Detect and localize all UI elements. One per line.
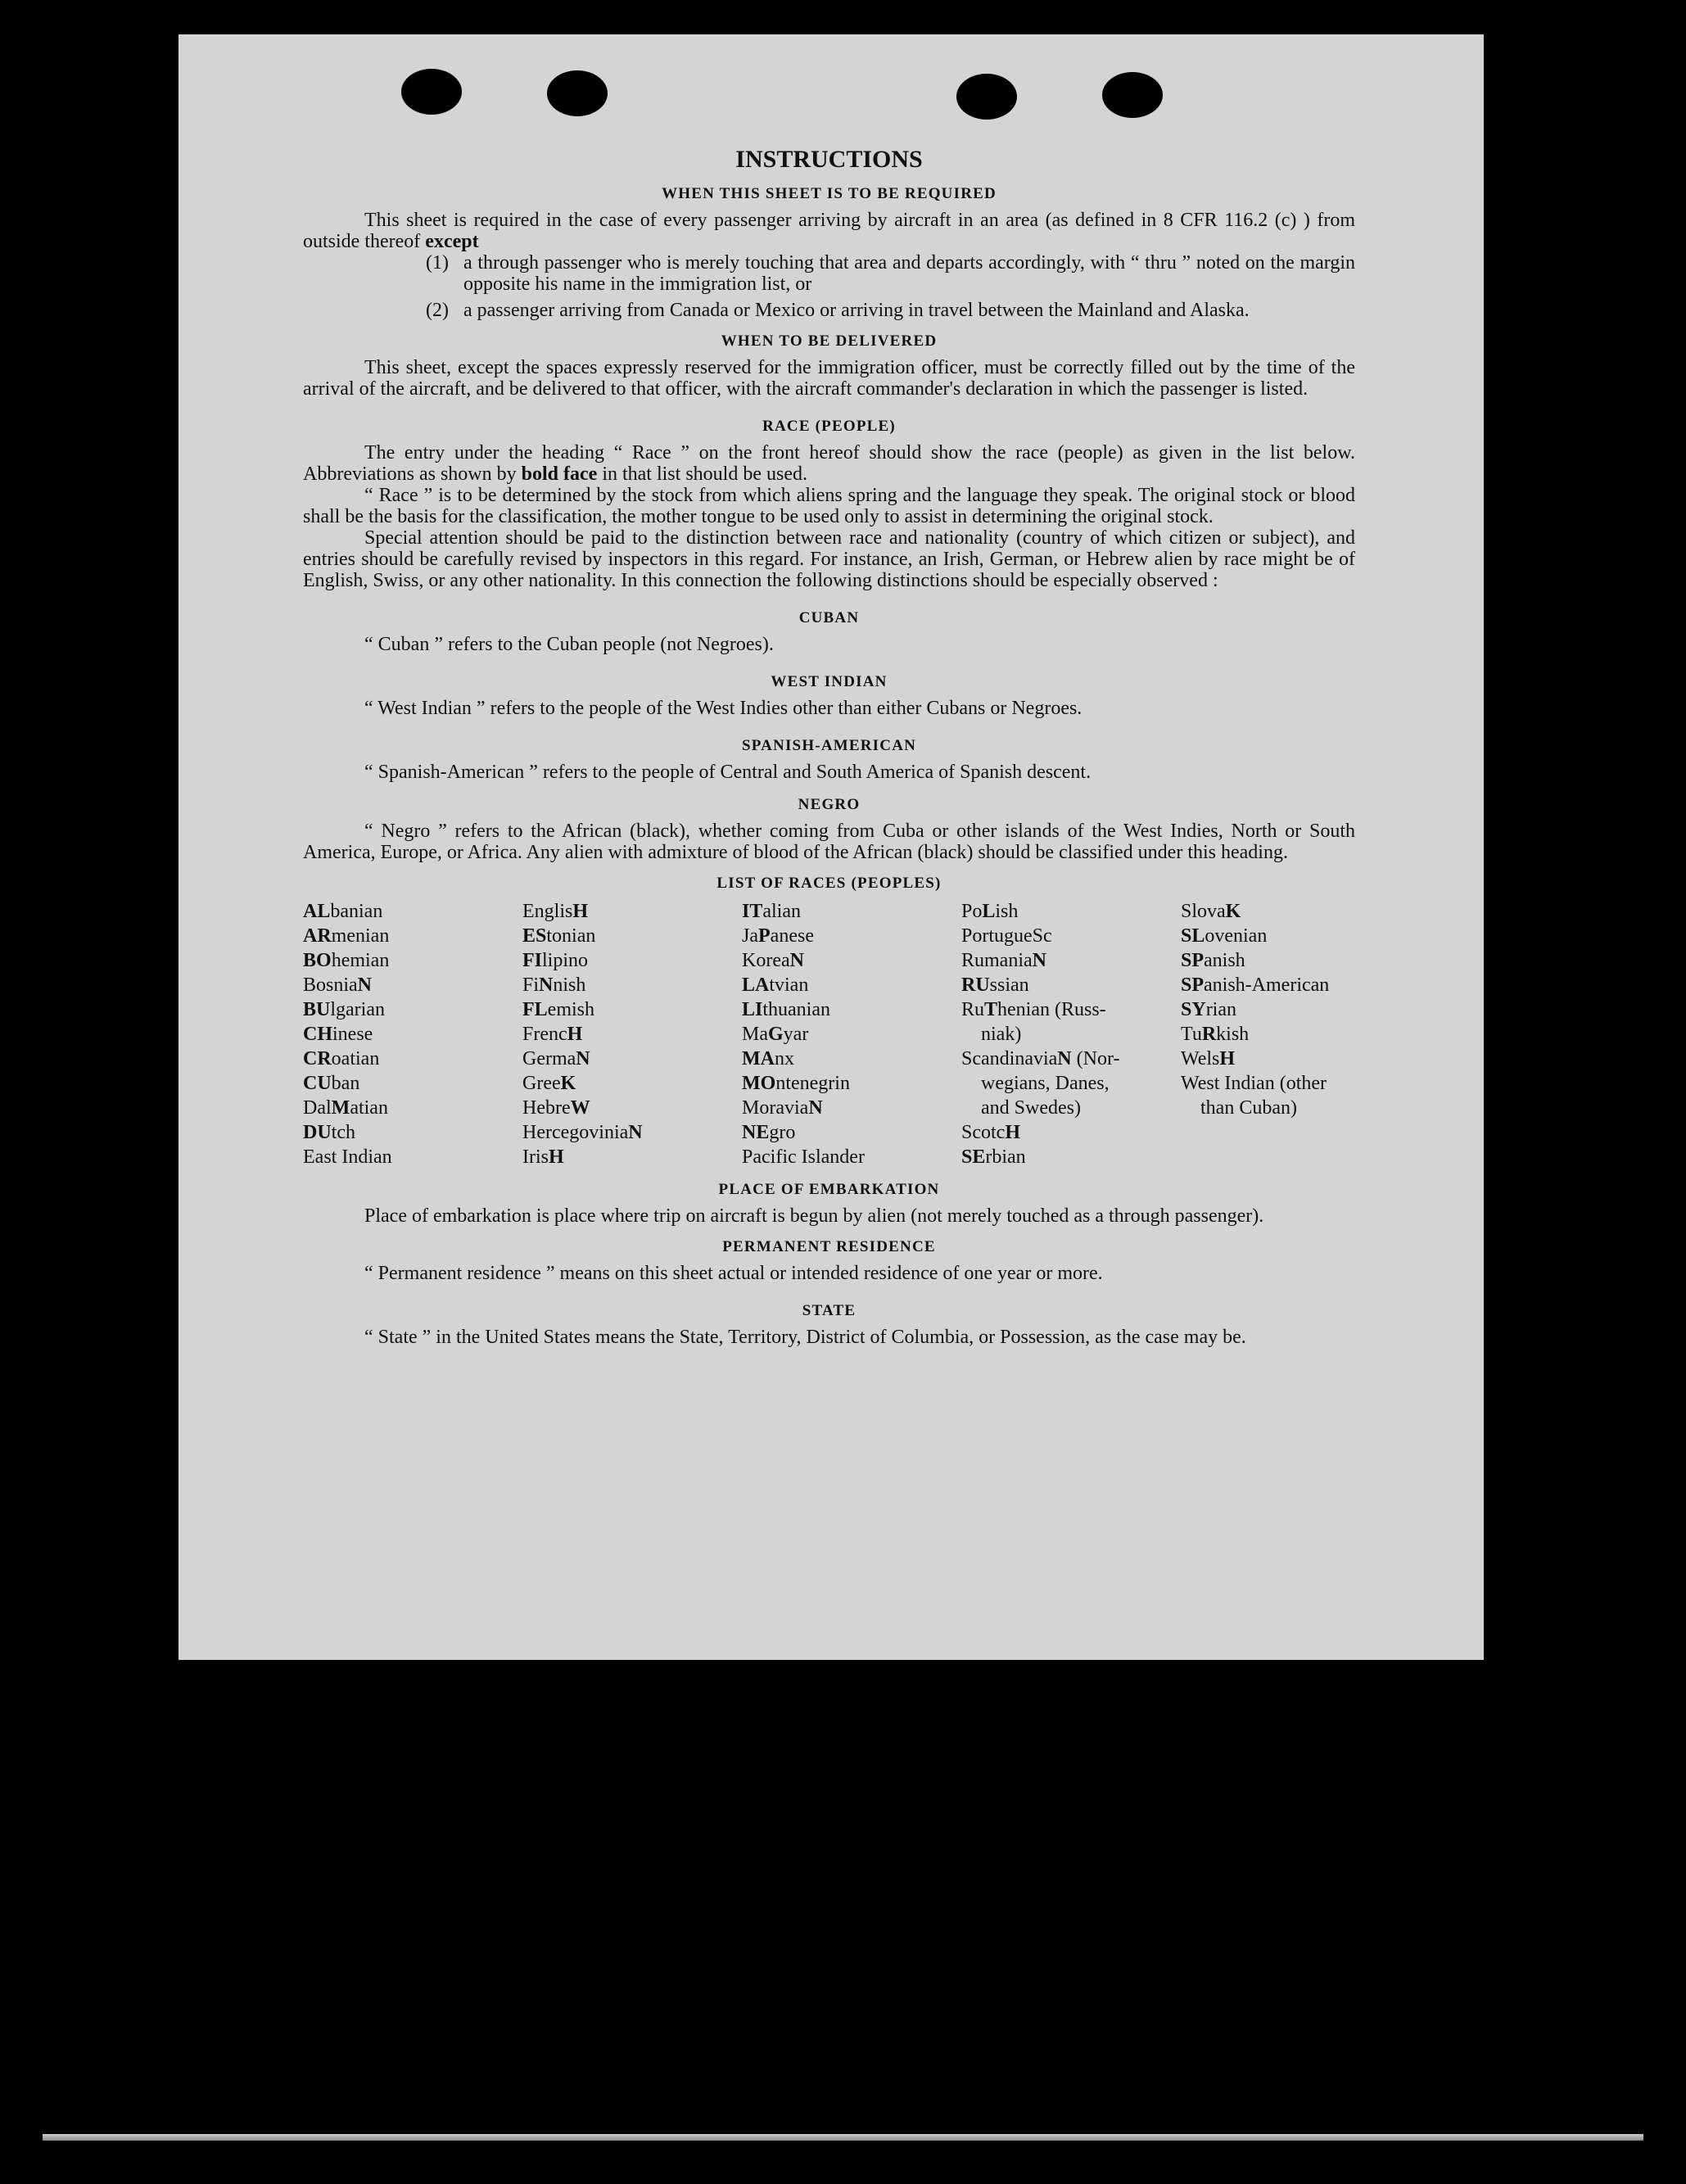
section-heading: NEGRO — [798, 796, 861, 813]
punch-hole — [956, 74, 1017, 120]
page-title: INSTRUCTIONS — [735, 146, 923, 173]
section-heading: SPANISH-AMERICAN — [741, 737, 917, 754]
race-column — [522, 899, 742, 1169]
definition-text: “ Cuban ” refers to the Cuban people (not Negroes). — [364, 634, 774, 655]
race-entry: than Cuban) — [1200, 1097, 1297, 1119]
section-heading: LIST OF RACES (PEOPLES) — [716, 875, 942, 892]
race-entry: DUtch — [303, 1122, 355, 1143]
paragraph: The entry under the heading “ Race ” on the front hereof should show the race (people) as given in the list below. Abbreviations as shown by bold face in that list should be used. — [303, 442, 1355, 485]
section-heading: CUBAN — [798, 609, 860, 626]
race-entry: IrisH — [522, 1146, 564, 1168]
race-column — [1181, 899, 1361, 1169]
paragraph: Place of embarkation is place where trip on aircraft is begun by alien (not merely touched as a through passenger). — [364, 1205, 1264, 1227]
race-entry: SYrian — [1181, 999, 1236, 1020]
race-entry: RumaniaN — [961, 950, 1046, 971]
punch-hole — [401, 69, 462, 115]
race-entry: CHinese — [303, 1024, 373, 1045]
race-entry: FiNnish — [522, 974, 586, 996]
section-heading: RACE (PEOPLE) — [762, 418, 896, 435]
race-entry: EnglisH — [522, 901, 589, 922]
race-entry: ARmenian — [303, 925, 390, 947]
punch-hole — [547, 70, 608, 116]
race-entry: ScandinaviaN (Nor- — [961, 1048, 1120, 1069]
race-entry: East Indian — [303, 1146, 392, 1168]
race-entry: HebreW — [522, 1097, 590, 1119]
list-item: (2) a passenger arriving from Canada or Mexico or arriving in travel between the Mainland and Alaska. — [426, 300, 1250, 321]
instructions-content — [303, 146, 1355, 1348]
section-heading: STATE — [802, 1302, 857, 1319]
race-entry: MOntenegrin — [742, 1073, 850, 1094]
race-entry: WelsH — [1181, 1048, 1236, 1069]
race-entry: SErbian — [961, 1146, 1026, 1168]
paragraph: This sheet is required in the case of every passenger arriving by aircraft in an area (as defined in 8 CFR 116.2 (c) ) from outside thereof except — [303, 210, 1355, 252]
race-entry: RuThenian (Russ- — [961, 999, 1106, 1020]
race-entry: FIlipino — [522, 950, 589, 971]
race-entry: ScotcH — [961, 1122, 1020, 1143]
paragraph: Special attention should be paid to the distinction between race and nationality (country of which citizen or subject), and entries should be carefully revised by inspectors in this regard. For instance, an Irish, German, or Hebrew alien by race might be of English, Swiss, or any other nationality. In this connection the following distinctions should be especially observed : — [303, 527, 1355, 591]
race-entry: niak) — [981, 1024, 1022, 1045]
race-entry: MaGyar — [742, 1024, 809, 1045]
race-entry: wegians, Danes, — [981, 1073, 1110, 1094]
race-entry: ALbanian — [303, 901, 383, 922]
race-entry: Pacific Islander — [742, 1146, 865, 1168]
race-entry: PortugueSc — [961, 925, 1052, 947]
punch-hole — [1102, 72, 1163, 118]
paragraph: “ Race ” is to be determined by the stock from which aliens spring and the language they speak. The original stock or blood shall be the basis for the classification, the mother tongue to be used only to assist in determining the original stock. — [303, 485, 1355, 527]
race-column — [742, 899, 961, 1169]
section-heading: WEST INDIAN — [771, 673, 888, 690]
race-entry: DalMatian — [303, 1097, 388, 1119]
race-entry: BosniaN — [303, 974, 373, 996]
race-entry: FrencH — [522, 1024, 583, 1045]
paragraph: “ Negro ” refers to the African (black), whether coming from Cuba or other islands of the West Indies, North or South America, Europe, or Africa. Any alien with admixture of blood of the African (black) should be classified under this heading. — [303, 821, 1355, 863]
race-entry: NEgro — [742, 1122, 796, 1143]
race-entry: SlovaK — [1181, 901, 1241, 922]
race-entry: MAnx — [742, 1048, 794, 1069]
race-entry: GreeK — [522, 1073, 576, 1094]
race-column — [303, 899, 522, 1169]
race-entry: and Swedes) — [981, 1097, 1081, 1119]
race-entry: CUban — [303, 1073, 360, 1094]
race-entry: KoreaN — [742, 950, 804, 971]
definition-text: “ Spanish-American ” refers to the people of Central and South America of Spanish descent. — [364, 762, 1092, 783]
race-entry: SPanish-American — [1181, 974, 1330, 996]
race-entry: TuRkish — [1181, 1024, 1250, 1045]
race-entry: RUssian — [961, 974, 1029, 996]
section-heading: PERMANENT RESIDENCE — [722, 1238, 936, 1255]
race-entry: West Indian (other — [1181, 1073, 1327, 1094]
race-entry: EStonian — [522, 925, 596, 947]
race-entry: MoraviaN — [742, 1097, 823, 1119]
paragraph: This sheet, except the spaces expressly reserved for the immigration officer, must be correctly filled out by the time of the arrival of the aircraft, and be delivered to that officer, with the aircraft commander's declaration in which the passenger is listed. — [303, 357, 1355, 400]
scan-edge-strip — [43, 2134, 1643, 2141]
race-entry: HercegoviniaN — [522, 1122, 643, 1143]
section-heading: WHEN TO BE DELIVERED — [721, 332, 938, 350]
race-list — [303, 899, 1355, 1169]
paragraph: “ State ” in the United States means the State, Territory, District of Columbia, or Possession, as the case may be. — [364, 1327, 1246, 1348]
definition-text: “ Permanent residence ” means on this sheet actual or intended residence of one year or more. — [364, 1263, 1103, 1284]
race-entry: BOhemian — [303, 950, 390, 971]
list-item: (1) a through passenger who is merely touching that area and departs accordingly, with “ thru ” noted on the margin opposite his name in the immigration list, or — [426, 252, 1355, 295]
race-entry: JaPanese — [742, 925, 814, 947]
race-entry: LIthuanian — [742, 999, 830, 1020]
race-entry: SPanish — [1181, 950, 1245, 971]
race-entry: BUlgarian — [303, 999, 385, 1020]
race-entry: LAtvian — [742, 974, 809, 996]
race-entry: FLemish — [522, 999, 594, 1020]
race-entry: SLovenian — [1181, 925, 1268, 947]
race-entry: ITalian — [742, 901, 801, 922]
race-entry: CRoatian — [303, 1048, 380, 1069]
race-entry: PoLish — [961, 901, 1019, 922]
race-entry: GermaN — [522, 1048, 590, 1069]
race-column — [961, 899, 1181, 1169]
section-heading: PLACE OF EMBARKATION — [718, 1181, 940, 1198]
section-heading: WHEN THIS SHEET IS TO BE REQUIRED — [662, 185, 997, 202]
definition-text: “ West Indian ” refers to the people of the West Indies other than either Cubans or Negroes. — [364, 698, 1083, 719]
